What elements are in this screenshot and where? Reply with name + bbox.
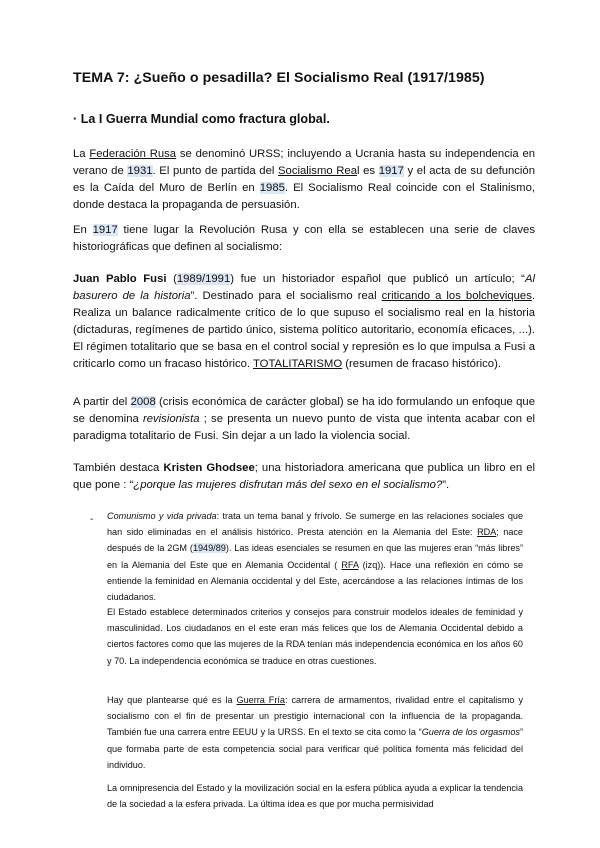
highlight-year: 2008 xyxy=(130,396,156,408)
section-heading: · La I Guerra Mundial como fractura global. xyxy=(73,112,330,126)
term-guerra-orgasmos: Guerra de los orgasmos xyxy=(421,727,520,738)
highlight-year: 1917 xyxy=(378,165,404,178)
article-title: Al basurero de la historia xyxy=(73,273,535,303)
link-totalitarismo[interactable]: TOTALITARISMO xyxy=(252,358,343,371)
link-socialismo-real[interactable]: Socialismo Rea xyxy=(278,165,357,178)
highlight-year: 1985 xyxy=(259,182,285,195)
link-guerra-fria[interactable]: Guerra Fría xyxy=(236,695,285,705)
list-bullet: - xyxy=(90,514,94,525)
author-name: Kristen Ghodsee xyxy=(163,462,255,474)
book-title: ¿porque las mujeres disfrutan más del sexo en el socialismo? xyxy=(133,479,443,492)
subsection-lead: Comunismo y vida privada xyxy=(107,511,217,521)
subparagraph-guerra-fria: Hay que plantearse qué es la Guerra Fría: carrera de armamentos, rivalidad entre el capitalismo y socialismo con el fin de presentar un prestigio internacional con la influencia de la propaganda. También fue una carrera entre EEUU y la URSS. En el texto se cita como la “Guerra de los orgasmos” que formaba parte de esta competencia social para verificar qué política fomenta más felicidad del individuo. xyxy=(107,695,524,770)
link-bolcheviques[interactable]: criticando a los bolcheviques xyxy=(381,290,532,303)
subparagraph-vida-privada: Comunismo y vida privada: trata un tema banal y frívolo. Se sumerge en las relaciones sociales que han sido eliminadas en el análisis histórico. Presta atención en la Alemania del Este: RDA; nace después de la 2GM (1949/89). Las ideas esenciales se resumen en que las mujeres eran “más libres” en la Alemania del Este que en Alemania Occidental ( RFA (izq)). Hace una reflexión en cómo se entiende la feminidad en Alemania occidental y del Este, acercándose a las relaciones íntimas de los ciudadanos. xyxy=(107,511,523,603)
highlight-year: 1949/89 xyxy=(192,543,226,554)
highlight-year: 1931 xyxy=(127,165,153,178)
link-rda[interactable]: RDA xyxy=(477,527,497,538)
paragraph-revisionista: A partir del 2008 (crisis económica de carácter global) se ha ido formulando un enfoque que se denomina revisionista ; se presenta un nuevo punto de vista que intenta acabar con el paradigma totalitario de Fusi. Sin dejar a un lado la violencia social. xyxy=(73,396,536,443)
paragraph-ghodsee: También destaca Kristen Ghodsee; una historiadora americana que publica un libro en el que pone : “¿porque las mujeres disfrutan más del sexo en el socialismo?”. xyxy=(73,462,535,492)
paragraph-federacion-rusa: La Federación Rusa se denominó URSS; incluyendo a Ucrania hasta su independencia en verano de 1931. El punto de partida del Socialismo Real es 1917 y el acta de su defunción es la Caída del Muro de Berlín en 1985. El Socialismo Real coincide con el Stalinismo, donde destaca la propaganda de persuasión. xyxy=(73,148,536,212)
author-name: Juan Pablo Fusi xyxy=(73,273,167,285)
term-revisionista: revisionista xyxy=(142,413,200,426)
page-title: TEMA 7: ¿Sueño o pesadilla? El Socialismo Real (1917/1985) xyxy=(73,70,485,86)
link-federacion-rusa[interactable]: Federación Rusa xyxy=(89,148,177,160)
highlight-year: 1917 xyxy=(92,224,118,236)
subparagraph-feminidad: El Estado establece determinados criterios y consejos para construir modelos ideales de feminidad y masculinidad. Los ciudadanos en el este eran más felices que los de Alemania Occidental debido a ciertos factores como que las mujeres de la RDA tenían más independencia económica en los años 60 y 70. La independencia económica se traduce en otras cuestiones. xyxy=(107,607,523,666)
paragraph-revolucion-rusa: En 1917 tiene lugar la Revolución Rusa y con ella se establecen una serie de claves historiográficas que definen al socialismo: xyxy=(73,224,535,254)
paragraph-fusi: Juan Pablo Fusi (1989/1991) fue un historiador español que publicó un artículo; “Al basurero de la historia”. Destinado para el socialismo real criticando a los bolcheviques. Realiza un balance radicalmente crítico de lo que supuso el socialismo real en la historia (dictaduras, regímenes de partido único, sistema político autoritario, economía eficaces, ...). El régimen totalitario que se basa en el control social y represión es lo que impulsa a Fusi a criticarlo como un fracaso histórico. TOTALITARISMO (resumen de fracaso histórico). xyxy=(73,273,535,371)
highlight-year: 1989/1991 xyxy=(176,273,231,285)
link-rfa[interactable]: RFA xyxy=(341,559,359,570)
subparagraph-omnipresencia: La omnipresencia del Estado y la movilización social en la esfera pública ayuda a explicar la tendencia de la sociedad a la esfera privada. La última idea es que por mucha permisividad xyxy=(107,783,523,810)
